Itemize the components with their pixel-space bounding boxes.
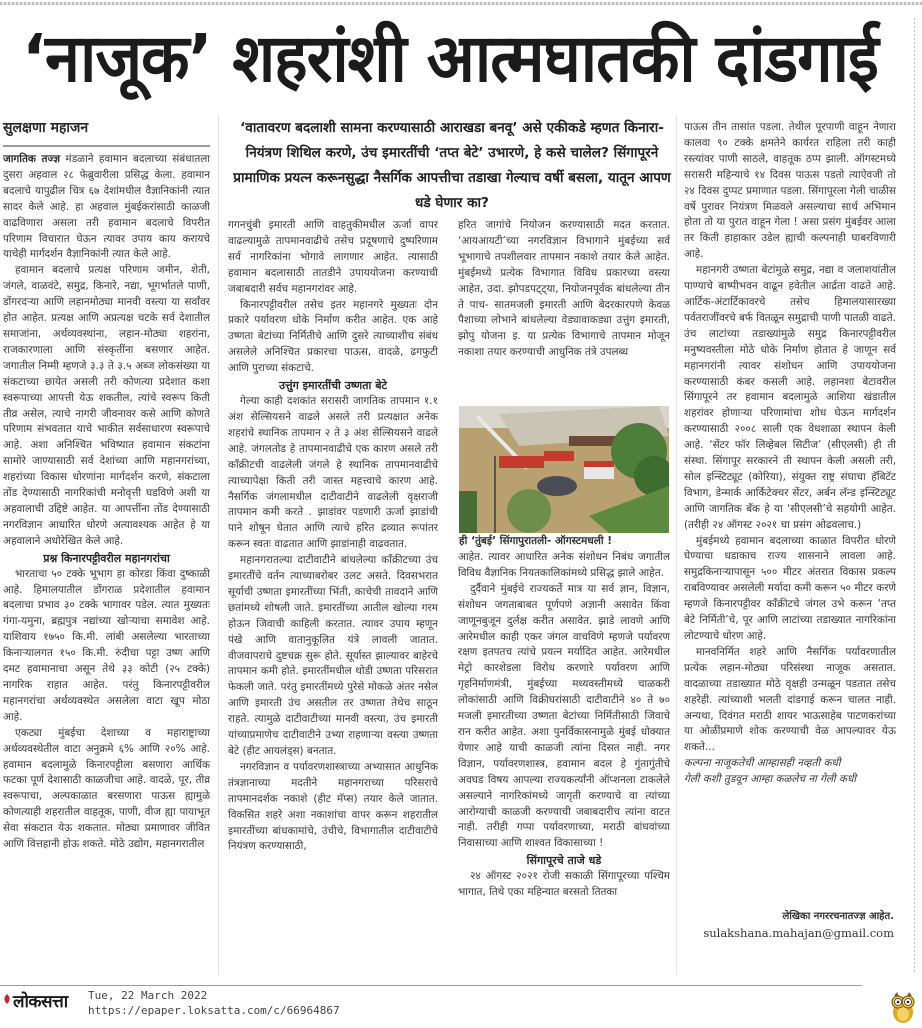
subheading: सिंगापूरचे ताजे धडे (526, 854, 602, 868)
top-border (0, 2, 922, 5)
paragraph: दुर्दैवाने मुंबईचे राज्यकर्ते मात्र या सर्व ज्ञान, विज्ञान, संशोधन जगताबाबत पूर्णपणे अज्ञानी असावेत किंवा जाणूनबुजून दुर्लक्ष करीत असावेत. झाडे लावणे आणि आरेमधील काही एकर जंगल वाचविणे म्हणजे पर्यावरण रक्षण इतपतच त्यांचे प्रयत्न मर्यादित आहेत. आरेमधील मेट्रो कारशेडला विरोध करणारे पर्यावरण आणि गृहनिर्माणमंत्री, मुंबईच्या मध्यवस्तीमध्ये चाळकरी लोकांसाठी आणि विक्रीघरांसाठी दाटीवाटीने ४० ते ७० मजली इमारतीच्या उष्णता बेटांच्या निर्मितीसाठी जिवाचे रान करीत आहेत. अशा पुनर्विकासनामुळे मुंबई धोक्यात येणार आहे याची काळजी त्यांना दिसत नाही. नगर विज्ञान, पर्यावरणशास्त्र, हवामान बदल हे गुंतागुंतीचे अवघड विषय आपल्या राज्यकर्त्यांनी ऑप्शनला टाकलेले असल्याने नागरिकांमध्ये जागृती करण्याचे वा त्यांच्या आरोग्याची काळजी करण्याची जबाबदारीच त्यांना वाटत नाही. तरीही गप्पा पर्यावरणाच्या, मराठी बांधवांच्या निवासाच्या आणि शाश्वत विकासाच्या ! (458, 582, 670, 850)
footer-divider (0, 985, 862, 986)
paragraph: महानगरी उष्णता बेटांमुळे समुद्र, नद्या व जलाशयांतील पाण्याचे बाष्पीभवन वाढून हवेतील आर्द्रता वाढते आहे. आर्टिक-अंटार्टिकावरचे तसेच हिमालयासारख्या पर्वतराजींवरचे बर्फ वितळून समुद्राची पाणी पातळी वाढते. उंच लाटांच्या तडाख्यांमुळे समुद्र किनारपट्टीवरील मनुष्यवस्तीला मोठे धोके निर्माण होतात हे जाणून सर्व महानगरांनी त्यावर संशोधन आणि उपाययोजना करण्यासाठी कंबर कसली आहे. लहानशा बेटावरील सिंगापूरने तर हवामान बदलामुळे आशिया खंडातील शहरांवर होणाऱ्या परिणामांचा शोध घेऊन मार्गदर्शन करण्यासाठी २००८ साली एक वेधशाळा स्थापन केली आहे. ‘सेंटर फॉर लिव्हेबल सिटीज’ (सीएलसी) ही ती संस्था. सिंगापूर सरकारने ती स्थापन केली असली तरी, सोल इन्स्टिट्यूट (कोरिया), संयुक्त राष्ट्र संघाचा हॅबिटॅट विभाग, डेन्मार्क आर्किटेक्चर सेंटर, अर्बन लॅन्ड इन्स्टिट्यूट आणि जागतिक बँक हे या ‘सीएलसी’चे सहयोगी आहेत. (तरीही २४ ऑगस्ट २०२१ चा प्रसंग ओढवलाच.) (684, 264, 896, 531)
paragraph: हवामान बदलाचे प्रत्यक्ष परिणाम जमीन, शेती, जंगले, वाळवंटे, समुद्र, किनारे, नद्या, भूगर्भातले पाणी, डोंगरदऱ्या आणि लहानमोठ्या मानवी वस्त्या या सर्वांवर होत आहेत. प्रत्यक्ष आणि अप्रत्यक्ष चटके सर्व देशातील समाजांना, अर्थव्यवस्थांना, लहान-मोठ्या शहरांना, राजकारणाला आणि संस्कृतींना बसणार आहेत. जगातील निम्मी म्हणजे ३.३ ते ३.५ अब्ज लोकसंख्या या संकटाच्या छायेत असली तरी कोणत्या प्रदेशात कशा स्वरूपाच्या आपत्ती येऊ शकतील, त्यांचे स्वरूप किती तीव्र असेल, त्याचे नागरी जीवनावर कसे आणि कोणते परिणाम संभवतात याचे भाकीत सर्वसाधारण स्वरूपाचे आहे. अशा अनिश्चित भविष्यात हवामान संकटांना सामोरे जाण्यासाठी सर्व देशांच्या आणि महानगरांच्या, शहरांच्या विकास धोरणांना मार्गदर्शन करणे, संकटाला तोंड देण्यासाठी नागरिकांची मनोवृत्ती घडविणे अशी या अहवालाची उद्दिष्टे आहेत. या आपत्तींना तोंड देण्यासाठी नगरविज्ञान आधारित धोरणे अत्यावश्यक आहेत हे या अहवालाने अधोरेखित केले आहे. (3, 264, 210, 547)
paragraph: किनारपट्टीवरील तसेच इतर महानगरे मुख्यतः दोन प्रकारे पर्यावरण धोके निर्माण करीत आहेत. एक आहे उष्णता बेटांच्या निर्मितीचे आणि दुसरे त्याच्याशीच संबंध असलेले अनिश्चित प्रकारचा पाऊस, वादळे, ढगफुटी आणि पुराच्या संकटाचे. (228, 298, 438, 375)
paragraph: महानगरातल्या दाटीवाटीने बांधलेल्या काँक्रीटच्या उंच इमारतींचे वर्तन त्याच्याबरोबर उलट असते. दिवसभरात सूर्याची उष्णता इमारतींच्या भिंती, काचेची तावदाने आणि छतांमध्ये शोषली जाते. इमारतींच्या आतील खोल्या गरम होऊन जिवाची काहिली करतात. त्यावर उपाय म्हणून पंखे आणि वातानुकूलित यंत्रे लावली जातात. वीजवापराचे दुष्टचक्र सुरू होते. सूर्यास्त झाल्यावर बाहेरचे तापमान कमी होते. इमारतींमधील थोडी उष्णता परिसरात फेकली जाते. परंतु इमारतींमध्ये पुरेसे मोकळे अंतर नसेल आणि इमारती उंच असतील तर उष्णता तेथेच साठून राहते. त्यामुळे दाटीवाटीच्या मानवी वस्त्या, उंच इमारती यांच्याप्रमाणेच दाटीवाटीने उभ्या राहणाऱ्या वस्त्या उष्णता बेटे (हीट आयलंड्स) बनतात. (228, 554, 438, 757)
publication-date: Tue, 22 March 2022 (88, 989, 208, 1002)
paragraph: एकट्या मुंबईचा देशाच्या व महाराष्ट्राच्या अर्थव्यवस्थेतील वाटा अनुक्रमे ६% आणि २०% आहे. हवामान बदलामुळे किनारपट्टीला बसणारा आर्थिक फटका पूर्ण देशासाठी काळजीचा आहे. वादळे, पूर, तीव्र स्वरूपाचा, अल्पकाळात बरसणारा पाऊस ह्यामुळे कोणत्याही शहरातील वाहतूक, पाणी, वीज ह्या पायाभूत सेवा संकटात येऊ शकतात. मोठ्या प्रमाणावर जीवित आणि वित्तहानी होऊ शकते. मोठे उद्योग, महानगरातील (3, 726, 210, 851)
column-divider (676, 115, 677, 975)
article-column-1 (3, 152, 210, 972)
headline-text: ‘नाजूक’ शहरांशी आत्मघातकी दांडगाई (22, 20, 878, 97)
byline-divider (3, 145, 210, 147)
headline (0, 12, 900, 107)
paragraph: गगनचुंबी इमारती आणि वाहतुकीमधील ऊर्जा वापर वाढल्यामुळे तापमानवाढीचे तसेच प्रदूषणाचे दुष्परिणाम सर्व नागरिकांना भोगावे लागणार आहेत. त्यासाठी हवामान बदलासाठी तातडीने उपाययोजना करण्याची जबाबदारी सर्वच महानगरांवर आहे. (228, 219, 438, 295)
paragraph: मानवनिर्मित शहरे आणि नैसर्गिक पर्यावरणातील प्रत्येक लहान-मोठ्या परिसंस्था नाजूक असतात. वादळाच्या तडाख्यात मोठे वृक्षही उन्मळून पडतात तसेच शहरेही. त्यांच्याशी भलती दांडगाई करून चालत नाही. अन्यथा, दिवंगत मराठी शायर भाऊसाहेब पाटणकरांच्या या ओळींप्रमाणे शोक करण्याची वेळ आपल्यावर येऊ शकते... (684, 645, 896, 754)
lead-in: जागतिक तज्ज्ञ (3, 153, 61, 165)
epaper-link[interactable]: https://epaper.loksatta.com/c/66964867 (88, 1004, 340, 1017)
column-divider (218, 115, 219, 975)
author-byline: सुलक्षणा महाजन (3, 120, 89, 136)
article-column-3-bottom (458, 550, 670, 970)
paragraph: नगरविज्ञान व पर्यावरणशास्त्राच्या अभ्यासात आधुनिक तंत्रज्ञानाच्या मदतीने महानगराच्या परिसराचे तापमानदर्शक नकाशे (हीट मॅप्स) तयार केले जातात. विकसित शहरे अशा नकाशांचा वापर करून शहरातील इमारतींच्या बांधकामांचे, उंचीचे, विभागातील दाटीवाटीचे नियंत्रण करण्यासाठी, (228, 760, 438, 853)
owl-icon (886, 990, 920, 1024)
flood-photo (459, 406, 669, 533)
paragraph-text: मंडळाने हवामान बदलाच्या संबंधातला दुसरा अहवाल २८ फेब्रुवारीला प्रसिद्ध केला. हवामान बदलाचे यापुढील चित्र ६७ देशांमधील वैज्ञानिकांनी त्यात सादर केले आहे. हा अहवाल मुंबईकरांसाठी काळजी वाढविणारा असला तरी हवामान बदलाचे विपरीत परिणाम विचारात घेऊन त्यावर उपाय काय करायचे याचेही मार्गदर्शन वैज्ञानिकांनी त्यात केले आहे. (3, 153, 210, 261)
author-note: लेखिका नगररचनातज्ज्ञ आहेत. (782, 911, 894, 922)
paragraph: पाऊस तीन तासांत पडला. तेथील पूरपाणी वाहून नेणारा कालवा ९० टक्के क्षमतेने कार्यरत राहिला तरी काही रस्त्यांवर पाणी साठले, वाहतूक ठप्प झाली. ऑगस्टमध्ये सरासरी महिन्याचे १४ दिवस पाऊस पडतो त्याऐवजी तो २४ दिवस दुप्पट प्रमाणात पडला. सिंगापूरला गेली चाळीस वर्षे पुरावर नियंत्रण मिळवले असल्याचा सार्थ अभिमान होता तो या पुरात वाहून गेला ! असा प्रसंग मुंबईवर आला तर किती हाहाकार उडेल ह्याची कल्पनाही घाबरविणारी आहे. (684, 121, 896, 261)
flooded-street-image (459, 406, 669, 533)
paragraph: २४ ऑगस्ट २०२१ रोजी सकाळी सिंगापूरच्या पश्चिम भागात, तिथे एका महिन्यात बरसतो तितका (458, 870, 670, 899)
owl-mascot-icon[interactable] (886, 990, 920, 1024)
article-column-3-top (458, 218, 670, 403)
subheading: प्रश्न किनारपट्टीवरील महानगरांचा (43, 551, 170, 565)
poem-line: कल्पना नाजूकतेची आम्हासही नव्हती कधी (684, 757, 841, 770)
subheading: उत्तुंग इमारतींची उष्णता बेटे (278, 379, 388, 393)
logo-flame-icon (3, 994, 11, 1004)
article-column-2 (228, 218, 438, 973)
author-email: sulakshana.mahajan@gmail.com (703, 926, 894, 940)
loksatta-logo (3, 989, 81, 1021)
paragraph (3, 152, 210, 263)
paragraph: आहेत. त्यावर आधारित अनेक संशोधन निबंध जगातील विविध वैज्ञानिक नियतकालिकांमध्ये प्रसिद्ध झाले आहेत. (458, 551, 670, 579)
paragraph: गेल्या काही दशकांत सरासरी जागतिक तापमान १.१ अंश सेल्सियसने वाढले असले तरी प्रत्यक्षात अनेक शहरांचे स्थानिक तापमान २ ते ३ अंश सेल्सियसने वाढले आहे. जंगलतोड हे तापमानवाढीचे एक कारण असले तरी काँक्रीटची वाढलेली जंगले हे स्थानिक तापमानवाढीचे त्याच्यापेक्षा किती तरी जास्त महत्त्वाचे कारण आहे. नैसर्गिक जंगलामधील दाटीवाटीने वाढलेली वृक्षराजी तापमान कमी करते . झाडांवर पडणारी ऊर्जा झाडांची पाने शोषून घेतात आणि त्याचे हरित द्रव्यात रूपांतर करून स्वतः वाढतात आणि झाडांनाही वाढवतात. (228, 395, 438, 551)
article-column-4 (684, 120, 896, 880)
logo-text: लोकसत्ता (13, 992, 68, 1012)
poem-line: गेली कशी तुडवून आम्हा कळलेच ना गेली कधी (684, 773, 857, 786)
paragraph: मुंबईमध्ये हवामान बदलाच्या काळात विपरीत धोरणे घेण्याचा धडाकाच राज्य शासनाने लावला आहे. समुद्रकिनाऱ्यापासून ५०० मीटर अंतरात विकास प्रकल्प राबविण्यावर असलेली मर्यादा कमी करून ५० मीटर करणे म्हणजे किनारपट्टीवर काँक्रीटचे जंगल उभे करून ‘तप्त बेटे निर्मिती’चे, पूर आणि लाटांच्या तडाख्यात नागरिकांना लोटण्याचे धोरण आहे. (684, 534, 896, 642)
page-edge-rule (914, 18, 915, 973)
paragraph: भारताचा ५० टक्के भूभाग हा कोरडा किंवा दुष्काळी आहे. हिमालयातील डोंगराळ प्रदेशातील हवामान बदलाचा प्रभाव ३० टक्के भागावर पडेल. त्यात मुख्यतः गंगा-यमुना, ब्रह्मपुत्र नद्यांच्या खोऱ्याचा समावेश आहे. याशिवाय १७५० कि.मी. लांबी असलेल्या भारताच्या किनाऱ्यालगत १५० कि.मी. रुंदीचा पट्टा उष्ण आणि दमट हवामानाचा असून तेथे ३३ कोटी (२५ टक्के) नागरिक राहात आहेत. परंतु किनारपट्टीवरील महानगरांचा अर्थव्यवस्थेत असलेला वाटा खूप मोठा आहे. (3, 567, 210, 723)
paragraph: हरित जागांचे नियोजन करण्यासाठी मदत करतात. ‘आयआयटी’च्या नगरविज्ञान विभागाने मुंबईच्या सर्व भूभागाचे तपशीलवार तापमान नकाशे तयार केले आहेत. मुंबईमध्ये प्रत्येक विभागात विविध प्रकारच्या वस्त्या आहेत, उदा. झोपडपट्ट्या, नियोजनपूर्वक बांधलेल्या तीन ते पाच- सातमजली इमारती आणि बेदरकारपणे केवळ पैशाच्या लोभाने बांधलेल्या वेड्यावाकड्या उत्तुंग इमारती, झोपु योजना इ. या प्रत्येक विभागाचे तापमान मोजून नकाशा तयार करण्याची आधुनिक तंत्रे उपलब्ध (458, 219, 670, 359)
photo-caption: ही ‘तुंबई’ सिंगापुरातली- ऑगस्टमधली ! (459, 535, 613, 547)
pull-quote: ‘वातावरण बदलाशी सामना करण्यासाठी आराखडा बनवू’ असे एकीकडे म्हणत किनारा-नियंत्रण शिथिल करणे, उंच इमारतींची ‘तप्त बेटे’ उभारणे, हे कसे चालेल? सिंगापूरने प्रामाणिक प्रयत्न करूनसुद्धा नैसर्गिक आपत्तीचा तडाखा गेल्याच वर्षी बसला, यातून आपण धडे घेणार का? (233, 120, 671, 211)
